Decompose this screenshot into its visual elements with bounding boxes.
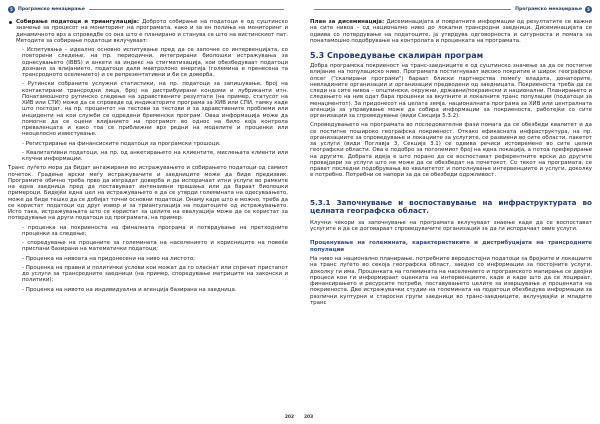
dash-item-financial: - Регистрирање на финансиските податоци за програмски трошоци.: [22, 140, 221, 147]
left-content: [8, 19, 288, 293]
running-title-right: Програмско менаџирање: [515, 6, 582, 12]
dash-item-qualitative: - Квалитативни податоци, на пр. од анкетирањето на клиентите, мислењата клиенти или клучни информации.: [22, 149, 288, 162]
chapter-badge: 5: [8, 6, 15, 13]
plan-body: Дисеминацијата и повратните информации од резултатите се важни на сите нивоа – од национално ниво до локални трансродни заедници. Дисеминацијата се одвива со потврдување на податоците, ја утврдува одговорноста и сигурноста и помага за понатамошно подобрување на контролата и проценката на програмата.: [310, 19, 592, 44]
dash-item-contribution: - Проценка на нивоата на придонесени на ниво на листото;: [22, 255, 195, 262]
right-content: [310, 19, 592, 306]
bullet-data-collection: [8, 19, 288, 44]
dash-item-agency: - Проценка на нивото на индивидуална и агенција базирана на заедница.: [22, 286, 237, 293]
section-5-3-paragraph-1: Добра програмска покриеност на транс-заедниците е од суштинско значење за да се постигне влијание на популациско ниво. Програмата постигнуваат високо покритие и широк географски опсег ("скалирани програми") бараат блиски партнерства помеѓу владата, донаторите, невладините организации и организации предводени од заедницата. Покриеноста треба да се следи на сите нивоа – општински, окружни, државни/покраински и национални. Планирањето и следењето на нив одат бара проценки за вкупните и локалните транс популации (податоци за менаџментот). За придонесот на целата земја, националната програма за ХИВ или централната агенција за управување може да собира информации за покриеноста, работејќи со сите организации за спроведување (види Секција 5.3.2).: [310, 63, 592, 119]
section-5-3-paragraph-2: Спроведувањето на програмата во последователни фази помага да се обезбеди квалитет и да се постигне пошироко географска покриеност. Откако ефикасната инфраструктура, на пр. организациите за спроведување и локациите за услугите, се развиени во сите области, пакетот за услуги (види Поглавја 3, Секција 3.1) се одвива речиси истовремено во сите целни географски области. Ова е подобро за поголемиот број на една локација, а потоа преферирање на другите. Добрата идеја е што порано да се воспостават референтните врски до другите провајдери за услуги што не може да се обезбедат на почетокот. Со текот на програмата, се прават последни подобрувања во квалитетот и пополнување интервенциите и услуги, доколку е потребно. Потребни се напори за да се обезбеди одржливост.: [310, 122, 592, 179]
header-rule: [314, 9, 511, 10]
section-title-5-3-1: 5.3.1 Започнување и воспоставување на инфраструктурата во целната географска област.: [310, 197, 592, 215]
running-header-left: [8, 3, 288, 15]
running-title-left: Програмско менаџирање: [18, 6, 85, 12]
paragraph-main: Транс луѓето мора да бидат ангажирани во истражувањето и собирањето податоци од самиот почеток. Градење врски меѓу истражувачите и заедниците може да биде предизвик. Програмите обично треба прво да изградат доверба и да испорачаат итни услуги во рамките на една заедница пред да поставуваат интензивни прашања или да бараат биолошки примероци. Бидејќи една цел на истражувањето е да се утврди големината на одесуваањето, може да биде тешко да се добијат точни основни податоци. Онаму каде што е можно, треба да се користат податоци од друг извор и за триангулација на податоците од истражувањето. Исто така, истражувањата што се користат за целите на евалуација може да се користат за потврдување на други податоци од програмата, на пример:: [8, 165, 288, 222]
dash-item-surveys: - Испитувања – идеално основно испитување пред да се започне со интервенцијата, со повторени следење, на пр. периодични, интегрирани биолошки истражувања за однесувањето (IBBS) и анкети за индекс на стигматизација, кои обезбедуваат податоци дознани за влијанието, податоци дали мавтролоно енергија (големина е пренесена та трансродното оселението) и се репрезентативни и би се доверба.: [22, 47, 288, 78]
dash-item-legal: - Проценка на правни и политички услови кои можат да го олеснат или спречат пристапот до услуги за трансродните заедници (на пример, споредување матриците на законски и политики);: [22, 264, 288, 284]
dash-item-coverage: - проценка на покриеноста на финалната програма и потврдување на претходните проценки за следење;: [22, 224, 288, 237]
header-rule: [89, 9, 284, 10]
page-number-right: 203: [304, 415, 314, 420]
minor-heading: Проценување на големината, карактеристиките и дистрибуцијата на трансродните популации: [310, 240, 592, 253]
chapter-badge: 5: [585, 6, 592, 13]
bullet-body: Доброто собирање на податоци е од суштинско значење за процесот на мониторинг на програмата, како и за ен полиња на мониторинг и динамичното врз а спроведбе со она што е планирано и станува се што на вистинскиот пат. Методите за собирање податоци вклучуваат:: [16, 19, 288, 44]
minor-paragraph: На ниво на национално планирање, потребните веродостојни податоци за бројките и локациите на транс луѓето во секоја географска област, заедно со информации за постојните услуги, доколку ги има. Проценката на големината на населението и програмското мапирање се двојни процеси кои ги информираат оценката на интервенциите, каде и каде што да се лоцираат, финансирањето и ресурсите потреби, поставувањето целите за извршување и проценката на покриеноста. Две истражувачки студии на големината на податоци обезбедува информации за различни културни и старосни групи заедници во транс-заедниците, вклучувајќи и младите транс: [310, 256, 592, 306]
plan-lead: План за дисеминација:: [310, 19, 385, 25]
right-page: [300, 0, 600, 424]
section-title-5-3: 5.3 Спроведување скалиран програм: [310, 51, 484, 60]
section-5-3-1-paragraph-1: Клучни чекори за започнување на програмата вклучуваат знаење каде да се воспостават услугите и да се договараат спроведувачите организации за да ги испорачаат овие услуги.: [310, 219, 592, 233]
dash-item-routine-stats: - Рутински собраните услужни статистики, на пр. податоци за запишување, број на контактирани трансродни лица, број на дистрибуирани кондоми и лубриканти итн. Понатамошното рутинско следење на здравствените резултати (на пример, статусот на ХИВ или СТИ) може да се спроведе од индикаторите програма за ХИВ или СПИ, тамку каде што постојат, на пр. процентот на тестови за тестови и за здравствените проблеми или инциденти на кои служби се одредени бременски програм. Оваа информација може да помогне да се оцени влијанието на програмот во однос на било која контрола преваленцата и како тоа се приближни врз редни на моделите и проценки или неоцелосно известување.: [22, 81, 288, 138]
page-number-left: 202: [284, 415, 294, 420]
bullet-dot-icon: [9, 21, 12, 24]
dash-item-size-comparison: - споредување на процените за големината на населението и корисниците на повеќе приспани базирани на математички податоци;: [22, 240, 288, 253]
bullet-lead: Собирање податоци и триангулација:: [16, 19, 140, 25]
running-header-right: [310, 3, 592, 15]
